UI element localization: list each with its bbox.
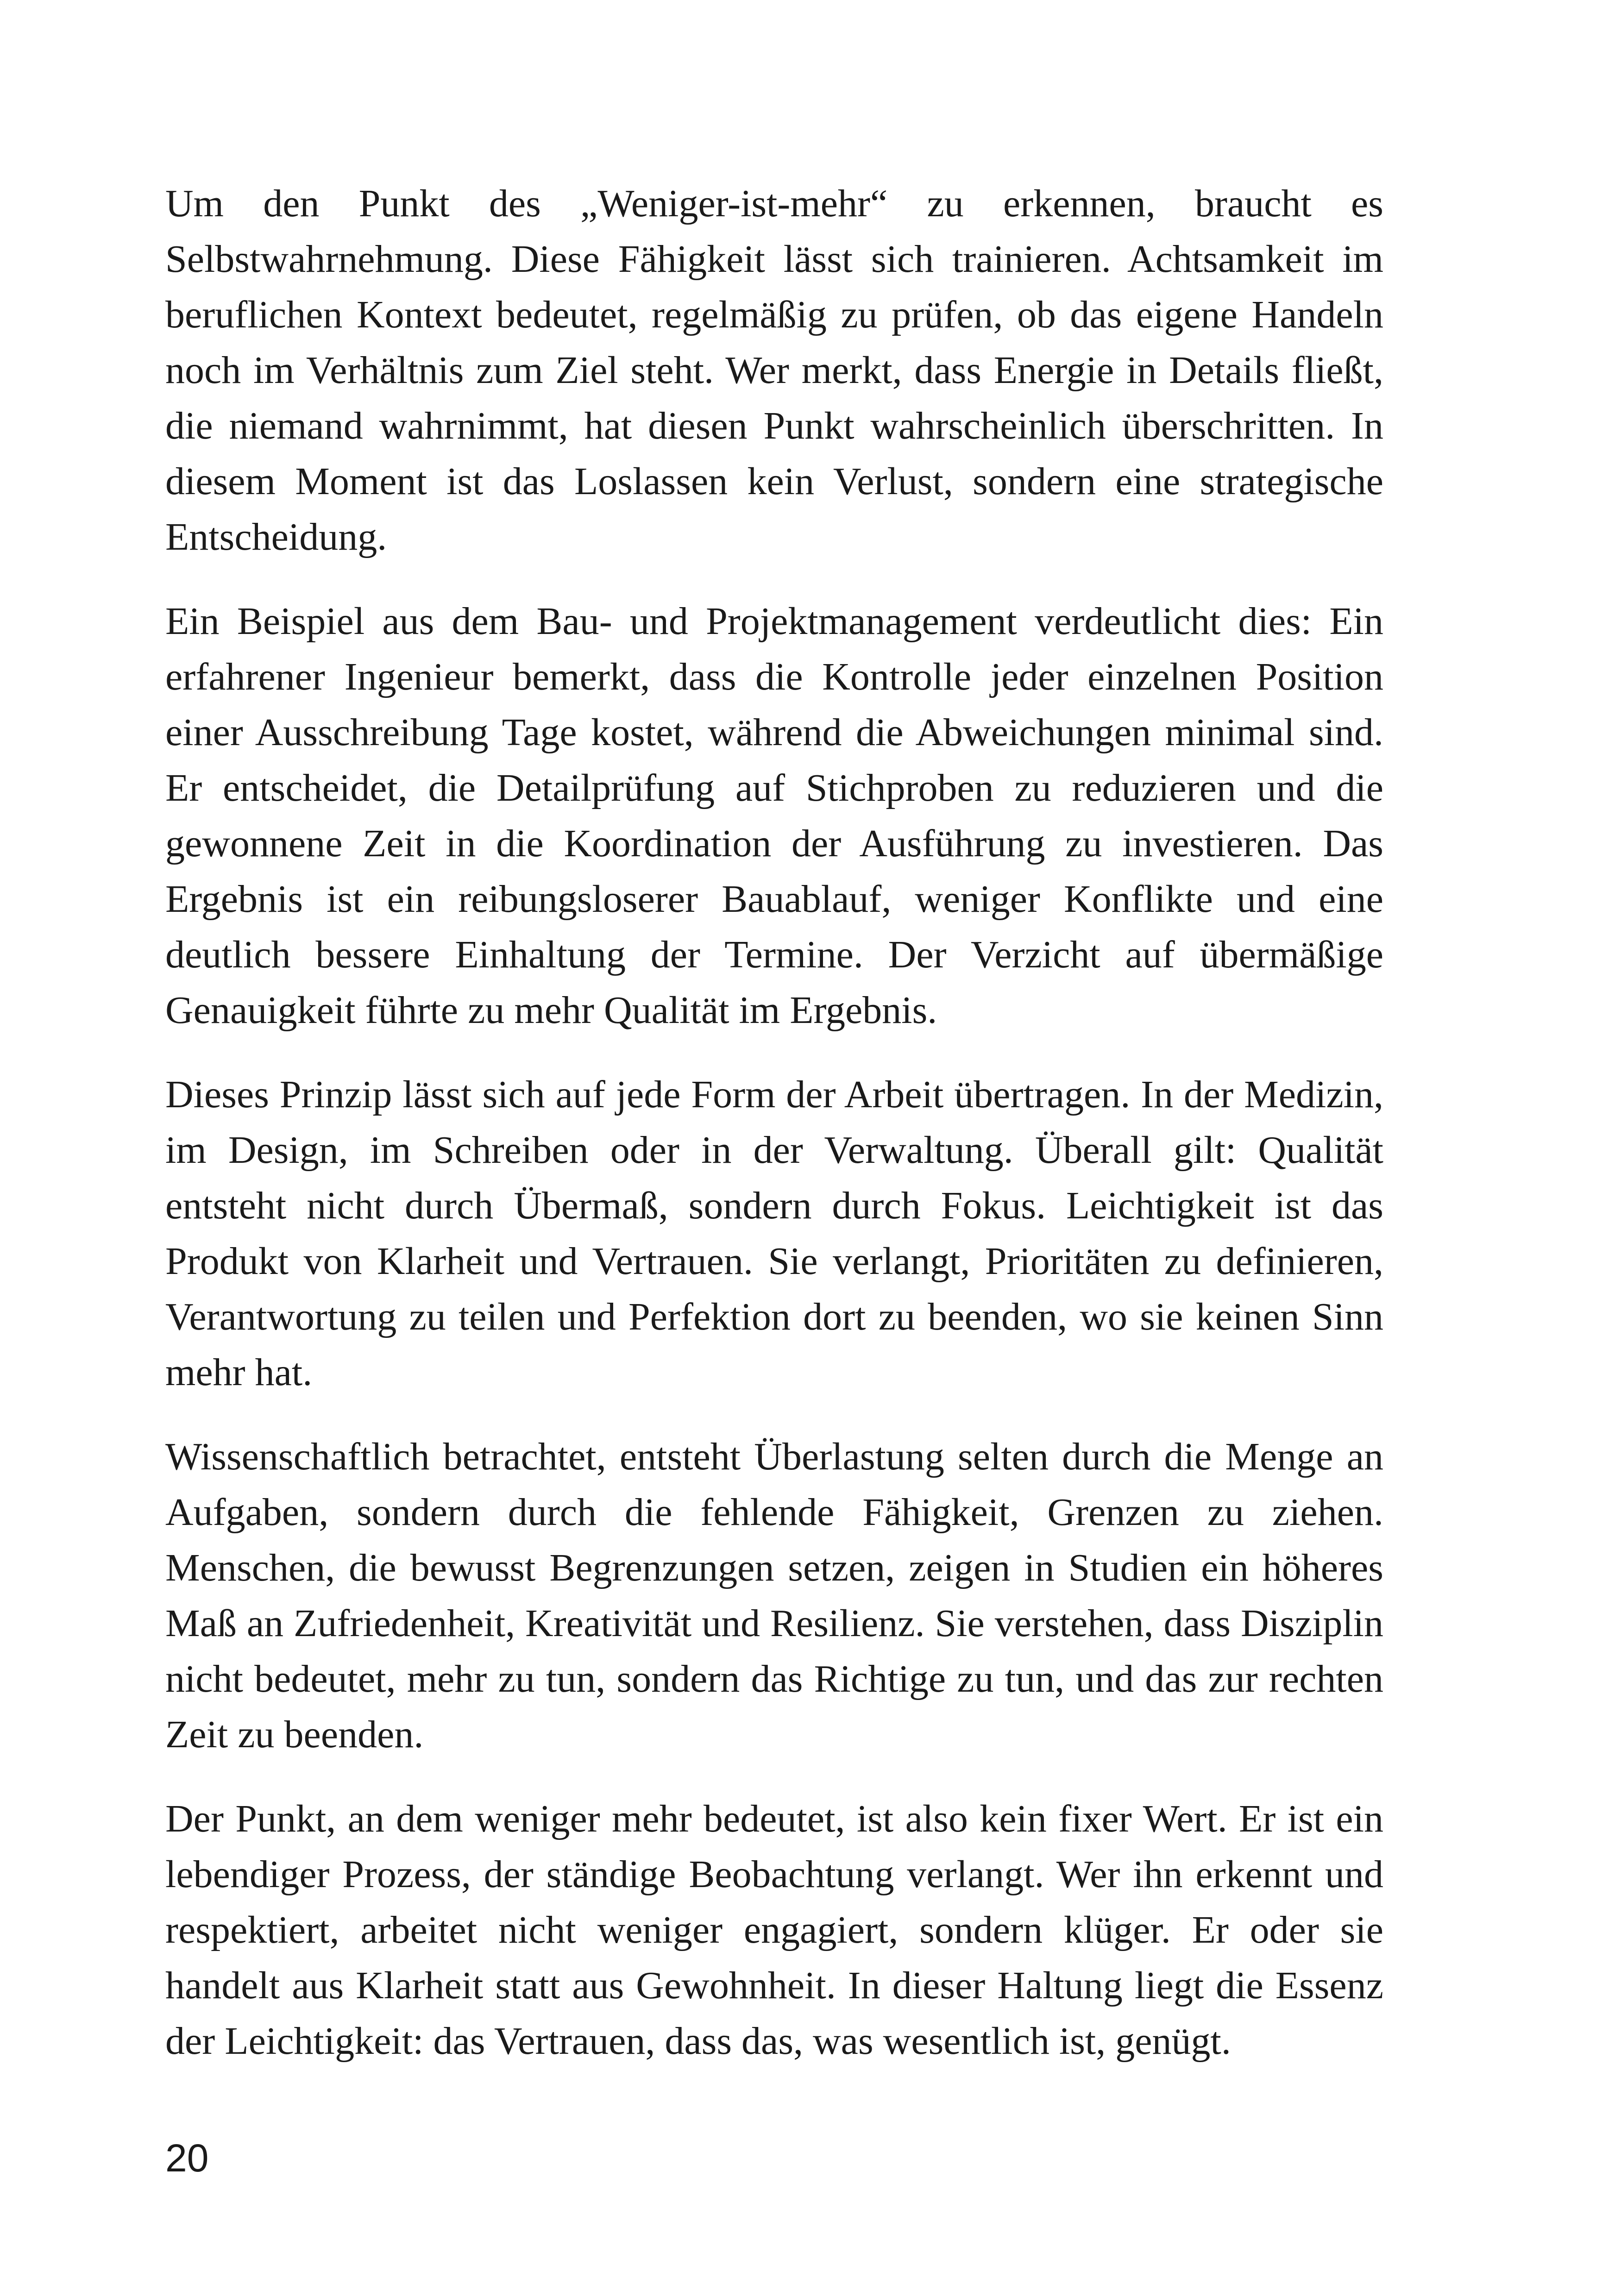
paragraph-3: Dieses Prinzip lässt sich auf jede Form der Arbeit übertragen. In der Medizin, im Design, im Schreiben oder in der Verwaltung. Überall gilt: Qualität entsteht nicht durch Übermaß, sondern durch Fokus. Leichtigkeit ist das Produkt von Klarheit und Vertrauen. Sie verlangt, Prioritäten zu definieren, Verantwortung zu teilen und Perfektion dort zu beenden, wo sie keinen Sinn mehr hat. — [165, 1073, 1383, 1394]
paragraph-1: Um den Punkt des „Weniger-ist-mehr“ zu erkennen, braucht es Selbstwahrnehmung. Diese Fähigkeit lässt sich trainieren. Achtsamkeit im beruflichen Kontext bedeutet, regelmäßig zu prüfen, ob das eigene Handeln noch im Verhältnis zum Ziel steht. Wer merkt, dass Energie in Details fließt, die niemand wahrnimmt, hat diesen Punkt wahrscheinlich überschritten. In diesem Moment ist das Loslassen kein Verlust, sondern eine strategische Entscheidung. — [165, 182, 1383, 558]
paragraph-4: Wissenschaftlich betrachtet, entsteht Überlastung selten durch die Menge an Aufgaben, sondern durch die fehlende Fähigkeit, Grenzen zu ziehen. Menschen, die bewusst Begrenzungen setzen, zeigen in Studien ein höheres Maß an Zufriedenheit, Kreativität und Resilienz. Sie verstehen, dass Disziplin nicht bedeutet, mehr zu tun, sondern das Richtige zu tun, und das zur rechten Zeit zu beenden. — [165, 1435, 1383, 1756]
page-number: 20 — [165, 2136, 209, 2180]
paragraph-5: Der Punkt, an dem weniger mehr bedeutet, ist also kein fixer Wert. Er ist ein lebendiger Prozess, der ständige Beobachtung verlangt. Wer ihn erkennt und respektiert, arbeitet nicht weniger engagiert, sondern klüger. Er oder sie handelt aus Klarheit statt aus Gewohnheit. In dieser Haltung liegt die Essenz der Leichtigkeit: das Vertrauen, dass das, was wesentlich ist, genügt. — [165, 1797, 1383, 2063]
paragraph-2: Ein Beispiel aus dem Bau- und Projektmanagement verdeutlicht dies: Ein erfahrener Ingenieur bemerkt, dass die Kontrolle jeder einzelnen Position einer Ausschreibung Tage kostet, während die Abweichungen minimal sind. Er entscheidet, die Detailprüfung auf Stichproben zu reduzieren und die gewonnene Zeit in die Koordination der Ausführung zu investieren. Das Ergebnis ist ein reibungsloserer Bauablauf, weniger Konflikte und eine deutlich bessere Einhaltung der Termine. Der Verzicht auf übermäßige Genauigkeit führte zu mehr Qualität im Ergebnis. — [165, 600, 1383, 1032]
body-text — [165, 176, 1383, 2069]
